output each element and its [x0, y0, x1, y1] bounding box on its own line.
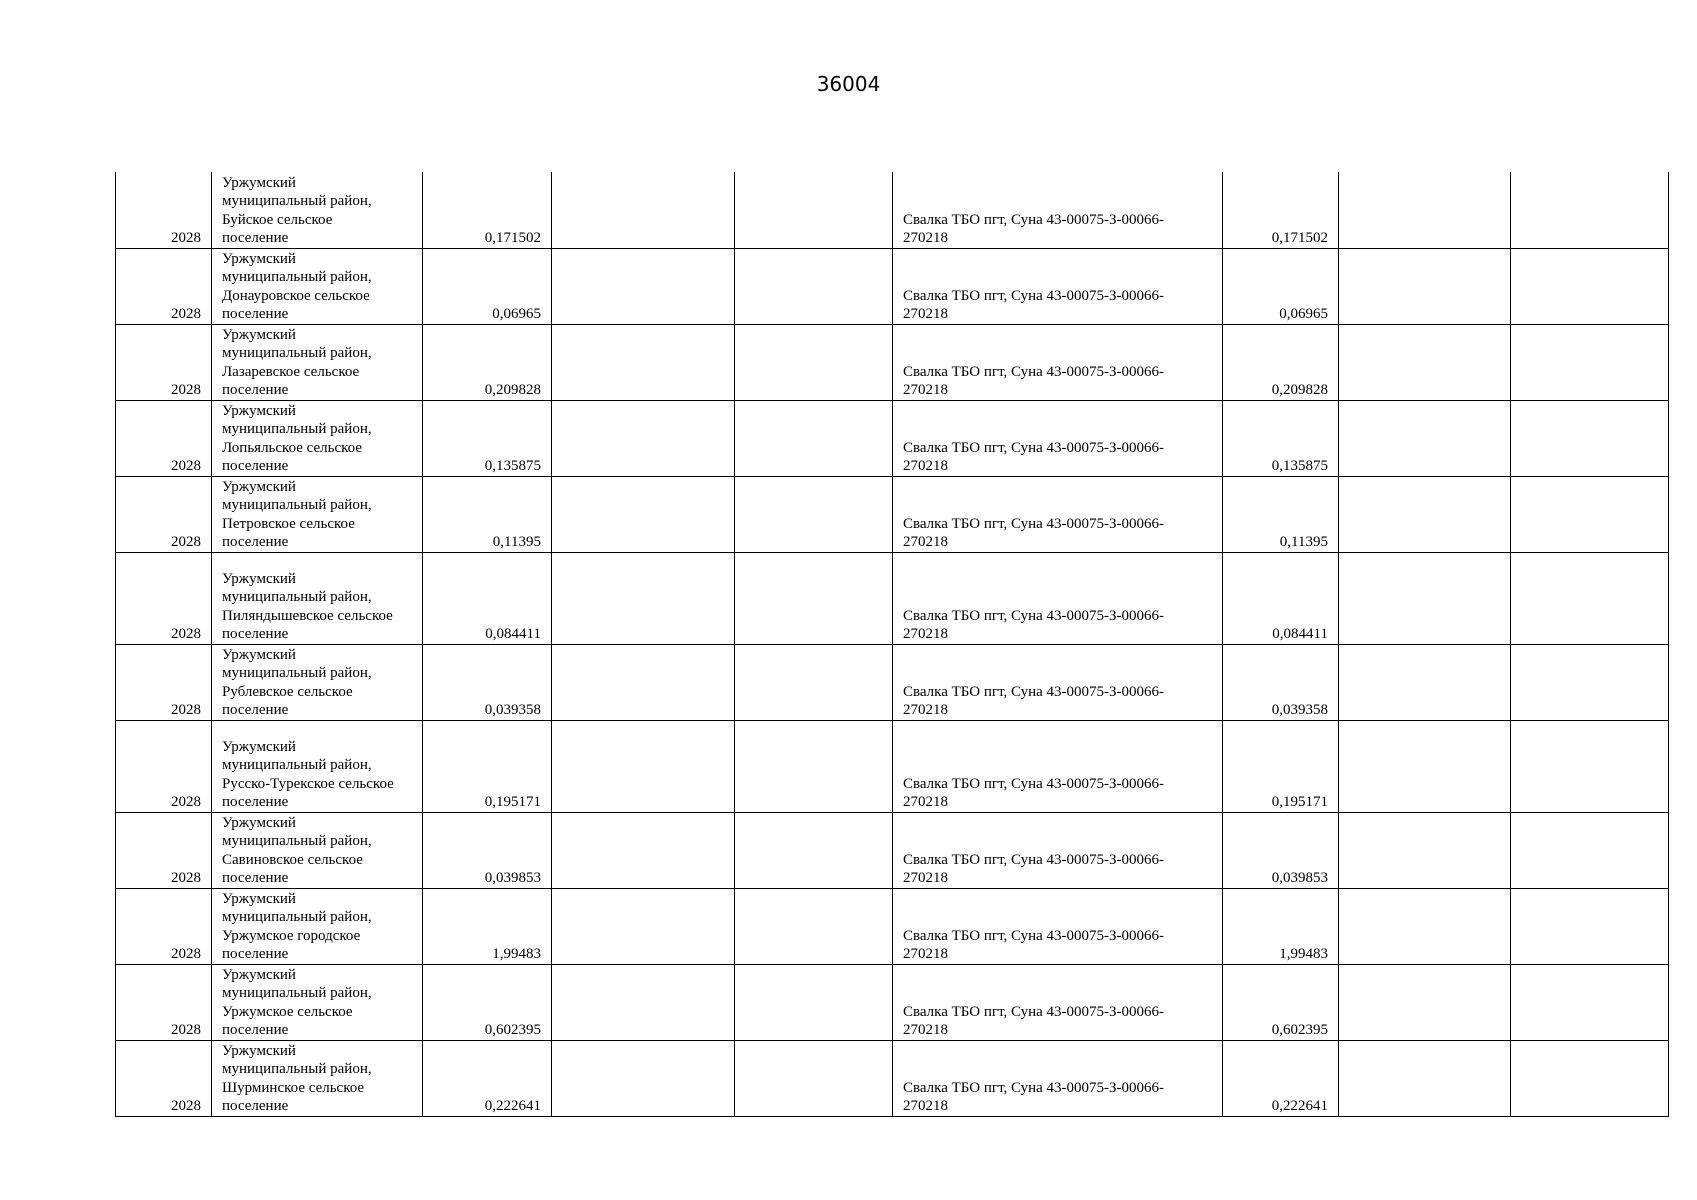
empty-cell [552, 172, 735, 248]
amount-received-cell: 0,209828 [1223, 324, 1339, 400]
amount-received-cell: 1,99483 [1223, 888, 1339, 964]
empty-cell [735, 324, 893, 400]
municipality-cell: Уржумский муниципальный район, Савиновское сельское поселение [212, 812, 423, 888]
disposal-object-cell: Свалка ТБО пгт, Суна 43-00075-З-00066- 270218 [893, 812, 1223, 888]
empty-cell [1339, 888, 1511, 964]
amount-cell: 0,602395 [423, 964, 552, 1040]
empty-cell [1339, 1040, 1511, 1116]
empty-cell [1339, 172, 1511, 248]
amount-received-cell: 0,602395 [1223, 964, 1339, 1040]
municipality-cell: Уржумский муниципальный район, Русско-Турекское сельское поселение [212, 720, 423, 812]
empty-cell [552, 1040, 735, 1116]
empty-cell [735, 1040, 893, 1116]
table-row [116, 552, 1669, 644]
empty-cell [1339, 720, 1511, 812]
amount-cell: 0,084411 [423, 552, 552, 644]
municipality-cell: Уржумский муниципальный район, Лопьяльское сельское поселение [212, 400, 423, 476]
empty-cell [1339, 552, 1511, 644]
amount-received-cell: 0,195171 [1223, 720, 1339, 812]
empty-cell [1511, 324, 1669, 400]
year-cell: 2028 [116, 1040, 212, 1116]
amount-received-cell: 0,222641 [1223, 1040, 1339, 1116]
amount-cell: 0,171502 [423, 172, 552, 248]
amount-cell: 0,039853 [423, 812, 552, 888]
year-cell: 2028 [116, 964, 212, 1040]
empty-cell [552, 324, 735, 400]
disposal-object-cell: Свалка ТБО пгт, Суна 43-00075-З-00066- 270218 [893, 644, 1223, 720]
amount-received-cell: 0,084411 [1223, 552, 1339, 644]
empty-cell [552, 476, 735, 552]
empty-cell [1511, 644, 1669, 720]
year-cell: 2028 [116, 172, 212, 248]
empty-cell [1339, 964, 1511, 1040]
municipality-cell: Уржумский муниципальный район, Шурминское сельское поселение [212, 1040, 423, 1116]
table-row [116, 644, 1669, 720]
empty-cell [735, 644, 893, 720]
empty-cell [552, 248, 735, 324]
empty-cell [552, 720, 735, 812]
empty-cell [1339, 248, 1511, 324]
empty-cell [735, 812, 893, 888]
empty-cell [1511, 888, 1669, 964]
empty-cell [1339, 324, 1511, 400]
year-cell: 2028 [116, 248, 212, 324]
empty-cell [552, 964, 735, 1040]
municipality-cell: Уржумский муниципальный район, Уржумское сельское поселение [212, 964, 423, 1040]
year-cell: 2028 [116, 644, 212, 720]
disposal-object-cell: Свалка ТБО пгт, Суна 43-00075-З-00066- 270218 [893, 248, 1223, 324]
empty-cell [1339, 400, 1511, 476]
empty-cell [1511, 400, 1669, 476]
empty-cell [735, 552, 893, 644]
page-number: 36004 [816, 72, 881, 96]
table-row [116, 324, 1669, 400]
empty-cell [735, 400, 893, 476]
amount-received-cell: 0,039358 [1223, 644, 1339, 720]
year-cell: 2028 [116, 476, 212, 552]
municipality-cell: Уржумский муниципальный район, Рублевское сельское поселение [212, 644, 423, 720]
amount-cell: 1,99483 [423, 888, 552, 964]
municipality-cell: Уржумский муниципальный район, Петровское сельское поселение [212, 476, 423, 552]
table-row [116, 1040, 1669, 1116]
amount-received-cell: 0,135875 [1223, 400, 1339, 476]
amount-cell: 0,06965 [423, 248, 552, 324]
table-row [116, 720, 1669, 812]
empty-cell [1339, 812, 1511, 888]
empty-cell [552, 812, 735, 888]
table-body [116, 172, 1669, 1116]
empty-cell [1511, 812, 1669, 888]
municipality-cell: Уржумский муниципальный район, Буйское сельское поселение [212, 172, 423, 248]
amount-cell: 0,135875 [423, 400, 552, 476]
table-row [116, 888, 1669, 964]
amount-cell: 0,195171 [423, 720, 552, 812]
empty-cell [552, 400, 735, 476]
amount-received-cell: 0,11395 [1223, 476, 1339, 552]
empty-cell [1339, 644, 1511, 720]
amount-cell: 0,209828 [423, 324, 552, 400]
empty-cell [1511, 552, 1669, 644]
amount-cell: 0,11395 [423, 476, 552, 552]
amount-cell: 0,222641 [423, 1040, 552, 1116]
empty-cell [1511, 720, 1669, 812]
empty-cell [1511, 248, 1669, 324]
table-row [116, 476, 1669, 552]
table-row [116, 964, 1669, 1040]
municipality-cell: Уржумский муниципальный район, Уржумское городское поселение [212, 888, 423, 964]
municipality-cell: Уржумский муниципальный район, Донауровское сельское поселение [212, 248, 423, 324]
disposal-object-cell: Свалка ТБО пгт, Суна 43-00075-З-00066- 270218 [893, 400, 1223, 476]
disposal-object-cell: Свалка ТБО пгт, Суна 43-00075-З-00066- 270218 [893, 552, 1223, 644]
disposal-object-cell: Свалка ТБО пгт, Суна 43-00075-З-00066- 270218 [893, 324, 1223, 400]
empty-cell [735, 720, 893, 812]
empty-cell [735, 172, 893, 248]
amount-cell: 0,039358 [423, 644, 552, 720]
empty-cell [1511, 964, 1669, 1040]
table-row [116, 248, 1669, 324]
empty-cell [1511, 172, 1669, 248]
amount-received-cell: 0,06965 [1223, 248, 1339, 324]
year-cell: 2028 [116, 324, 212, 400]
table-row [116, 172, 1669, 248]
disposal-object-cell: Свалка ТБО пгт, Суна 43-00075-З-00066- 270218 [893, 720, 1223, 812]
amount-received-cell: 0,039853 [1223, 812, 1339, 888]
empty-cell [1511, 1040, 1669, 1116]
table-row [116, 812, 1669, 888]
empty-cell [735, 476, 893, 552]
empty-cell [552, 888, 735, 964]
municipality-cell: Уржумский муниципальный район, Лазаревское сельское поселение [212, 324, 423, 400]
empty-cell [552, 552, 735, 644]
disposal-object-cell: Свалка ТБО пгт, Суна 43-00075-З-00066- 270218 [893, 1040, 1223, 1116]
year-cell: 2028 [116, 812, 212, 888]
year-cell: 2028 [116, 888, 212, 964]
disposal-object-cell: Свалка ТБО пгт, Суна 43-00075-З-00066- 270218 [893, 964, 1223, 1040]
empty-cell [735, 888, 893, 964]
disposal-object-cell: Свалка ТБО пгт, Суна 43-00075-З-00066- 270218 [893, 476, 1223, 552]
empty-cell [1511, 476, 1669, 552]
empty-cell [735, 248, 893, 324]
amount-received-cell: 0,171502 [1223, 172, 1339, 248]
table-row [116, 400, 1669, 476]
municipality-cell: Уржумский муниципальный район, Пиляндышевское сельское поселение [212, 552, 423, 644]
year-cell: 2028 [116, 400, 212, 476]
empty-cell [1339, 476, 1511, 552]
year-cell: 2028 [116, 552, 212, 644]
empty-cell [735, 964, 893, 1040]
year-cell: 2028 [116, 720, 212, 812]
waste-flow-table [115, 172, 1669, 1117]
disposal-object-cell: Свалка ТБО пгт, Суна 43-00075-З-00066- 270218 [893, 888, 1223, 964]
disposal-object-cell: Свалка ТБО пгт, Суна 43-00075-З-00066- 270218 [893, 172, 1223, 248]
empty-cell [552, 644, 735, 720]
